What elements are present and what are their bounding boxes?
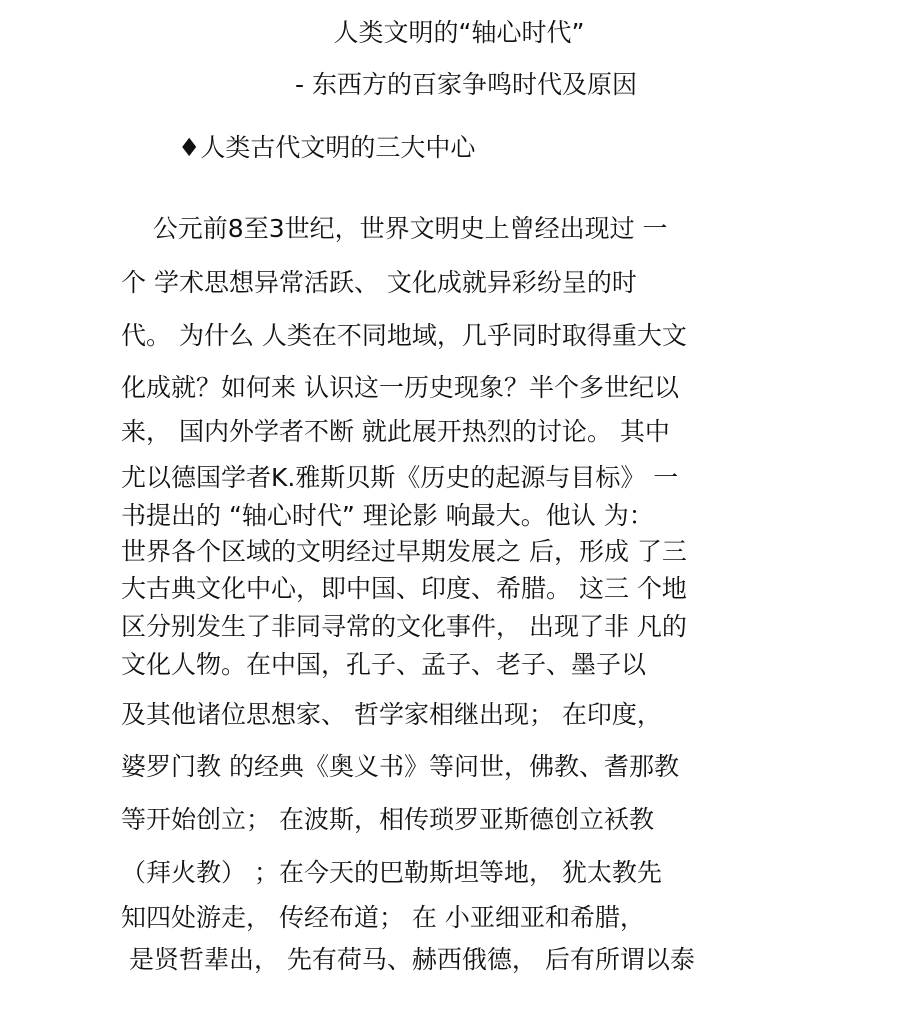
document-subtitle: - 东西方的百家争鸣时代及原因 bbox=[295, 70, 637, 99]
body-line: 是贤哲辈出， 先有荷马、赫西俄德， 后有所谓以泰 bbox=[121, 945, 695, 974]
body-line: 尤以德国学者K.雅斯贝斯《历史的起源与目标》 一 bbox=[121, 463, 679, 492]
body-line: 来， 国内外学者不断 就此展开热烈的讨论。 其中 bbox=[121, 417, 670, 446]
body-line: 化成就？如何来 认识这一历史现象？半个多世纪以 bbox=[121, 373, 679, 402]
body-line: 公元前8至3世纪，世界文明史上曾经出现过 一 bbox=[121, 214, 668, 243]
body-line: 区分别发生了非同寻常的文化事件， 出现了非 凡的 bbox=[121, 612, 687, 641]
body-line: 个 学术思想异常活跃、 文化成就异彩纷呈的时 bbox=[121, 268, 637, 297]
body-line: 及其他诸位思想家、 哲学家相继出现； 在印度， bbox=[121, 700, 662, 729]
body-line: 书提出的 “轴心时代” 理论影 响最大。他认 为： bbox=[121, 501, 654, 530]
body-line: 代。 为什么 人类在不同地域，几乎同时取得重大文 bbox=[121, 321, 687, 350]
body-line: 世界各个区域的文明经过早期发展之 后，形成 了三 bbox=[121, 537, 687, 566]
document-title: 人类文明的“轴心时代” bbox=[333, 18, 585, 47]
body-line: 知四处游走， 传经布道； 在 小亚细亚和希腊， bbox=[121, 903, 645, 932]
body-line: 婆罗门教 的经典《奥义书》等问世，佛教、耆那教 bbox=[121, 752, 679, 781]
body-line: （拜火教） ；在今天的巴勒斯坦等地， 犹太教先 bbox=[121, 858, 662, 887]
section-heading: ♦人类古代文明的三大中心 bbox=[178, 133, 476, 162]
body-line: 文化人物。在中国，孔子、孟子、老子、墨子以 bbox=[121, 650, 647, 679]
body-line: 大古典文化中心，即中国、印度、希腊。 这三 个地 bbox=[121, 574, 687, 603]
body-line: 等开始创立； 在波斯，相传琐罗亚斯德创立袄教 bbox=[121, 805, 654, 834]
